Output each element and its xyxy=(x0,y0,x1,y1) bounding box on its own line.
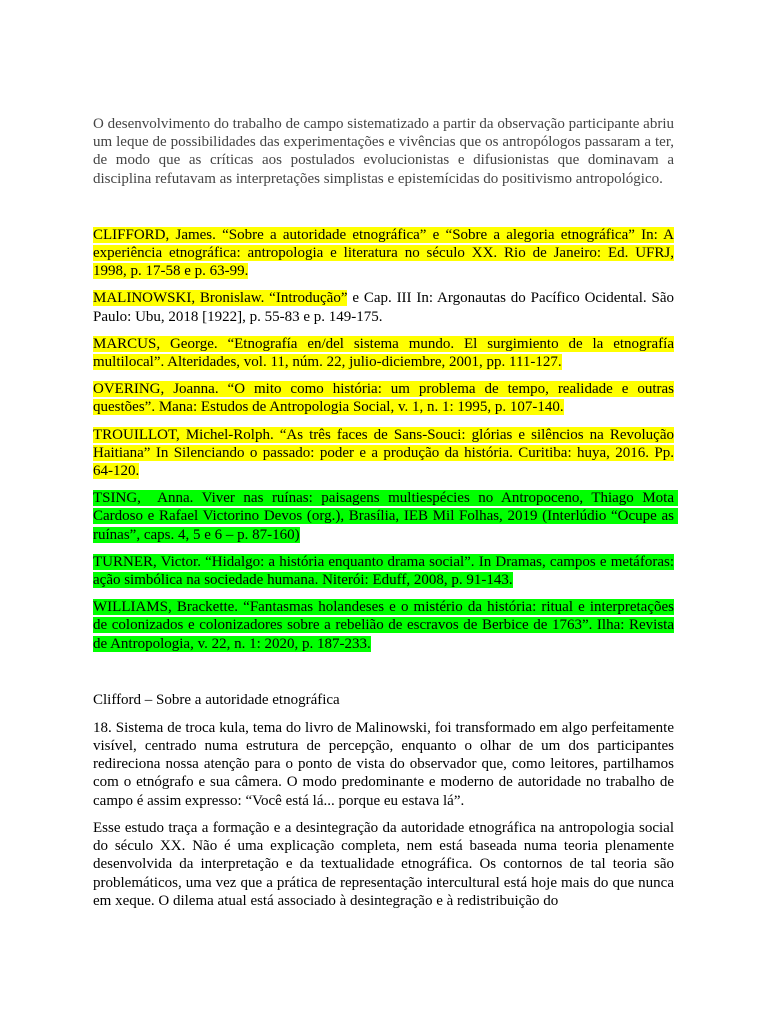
reference-williams-text: WILLIAMS, Brackette. “Fantasmas holandeses e o mistério da história: ritual e interpretações de colonizados e colonizadores sobre a rebelião de escravos de Berbice de 1763”. Ilha: Revista de Antropologia, v. 22, n. 1: 2020, p. 187-233. xyxy=(93,599,674,652)
body-paragraph-2: Esse estudo traça a formação e a desintegração da autoridade etnográfica na antropologia social do século XX. Não é uma explicação completa, nem está baseada numa teoria plenamente desenvolvida da interpretação e da textualidade etnográfica. Os contornos de tal teoria são problemáticos, uma vez que a prática de representação intercultural está hoje mais do que nunca em xeque. O dilema atual está associado à desintegração e à redistribuição do xyxy=(93,819,674,909)
reference-clifford xyxy=(93,226,674,281)
intro-paragraph: O desenvolvimento do trabalho de campo sistematizado a partir da observação participante abriu um leque de possibilidades das experimentações e vivências que os antropólogos passaram a ter, de modo que as críticas aos postulados evolucionistas e difusionistas que dominavam a disciplina refutavam as interpretações simplistas e epistemícidas do positivismo antropológico. xyxy=(93,116,674,187)
reference-list xyxy=(93,226,678,653)
document-page xyxy=(93,115,678,910)
reference-overing xyxy=(93,380,674,416)
body-paragraph-1: 18. Sistema de troca kula, tema do livro de Malinowski, foi transformado em algo perfeitamente visível, centrado numa estrutura de percepção, enquanto o olhar de um dos participantes redireciona nossa atenção para o ponto de vista do observador que, como leitores, partilhamos com o etnógrafo e sua câmera. O modo predominante e moderno de autoridade no trabalho de campo é assim expresso: “Você está lá... porque eu estava lá”. xyxy=(93,719,674,809)
reference-turner-text: TURNER, Victor. “Hidalgo: a história enquanto drama social”. In Dramas, campos e metáforas: ação simbólica na sociedade humana. Niterói: Eduff, 2008, p. 91-143. xyxy=(93,553,674,589)
reference-williams xyxy=(93,598,674,653)
reference-tsing-text: TSING, Anna. Viver nas ruínas: paisagens multiespécies no Antropoceno, Thiago Mota Cardoso e Rafael Victorino Devos (org.), Brasília, IEB Mil Folhas, 2019 (Interlúdio “Ocupe as ruínas”, caps. 4, 5 e 6 – p. 87-160) xyxy=(93,490,678,543)
reference-turner xyxy=(93,553,674,589)
section-title: Clifford – Sobre a autoridade etnográfica xyxy=(93,691,340,708)
reference-malinowski-text: e Cap. III In: Argonautas do Pacífico Ocidental. São Paulo: Ubu, 2018 [1922], p. 55-83 e p. 149-175. xyxy=(93,290,674,325)
reference-malinowski-highlight: MALINOWSKI, Bronislaw. “Introdução” xyxy=(93,290,348,307)
reference-marcus-text: MARCUS, George. “Etnografía en/del sistema mundo. El surgimiento de la etnografía multilocal”. Alteridades, vol. 11, núm. 22, julio-diciembre, 2001, pp. 111-127. xyxy=(93,335,674,371)
reference-malinowski xyxy=(93,289,674,325)
reference-trouillot xyxy=(93,426,674,481)
reference-clifford-text: CLIFFORD, James. “Sobre a autoridade etnográfica” e “Sobre a alegoria etnográfica” In: A experiência etnográfica: antropologia e literatura no século XX. Rio de Janeiro: Ed. UFRJ, 1998, p. 17-58 e p. 63-99. xyxy=(93,226,674,280)
reference-trouillot-text: TROUILLOT, Michel-Rolph. “As três faces de Sans-Souci: glórias e silêncios na Revolução Haitiana” In Silenciando o passado: poder e a produção da história. Curitiba: huya, 2016. Pp. 64-120. xyxy=(93,426,674,480)
reference-tsing xyxy=(93,489,678,544)
reference-overing-text: OVERING, Joanna. “O mito como história: um problema de tempo, realidade e outras questões”. Mana: Estudos de Antropologia Social, v. 1, n. 1: 1995, p. 107-140. xyxy=(93,381,674,416)
reference-marcus xyxy=(93,335,674,371)
